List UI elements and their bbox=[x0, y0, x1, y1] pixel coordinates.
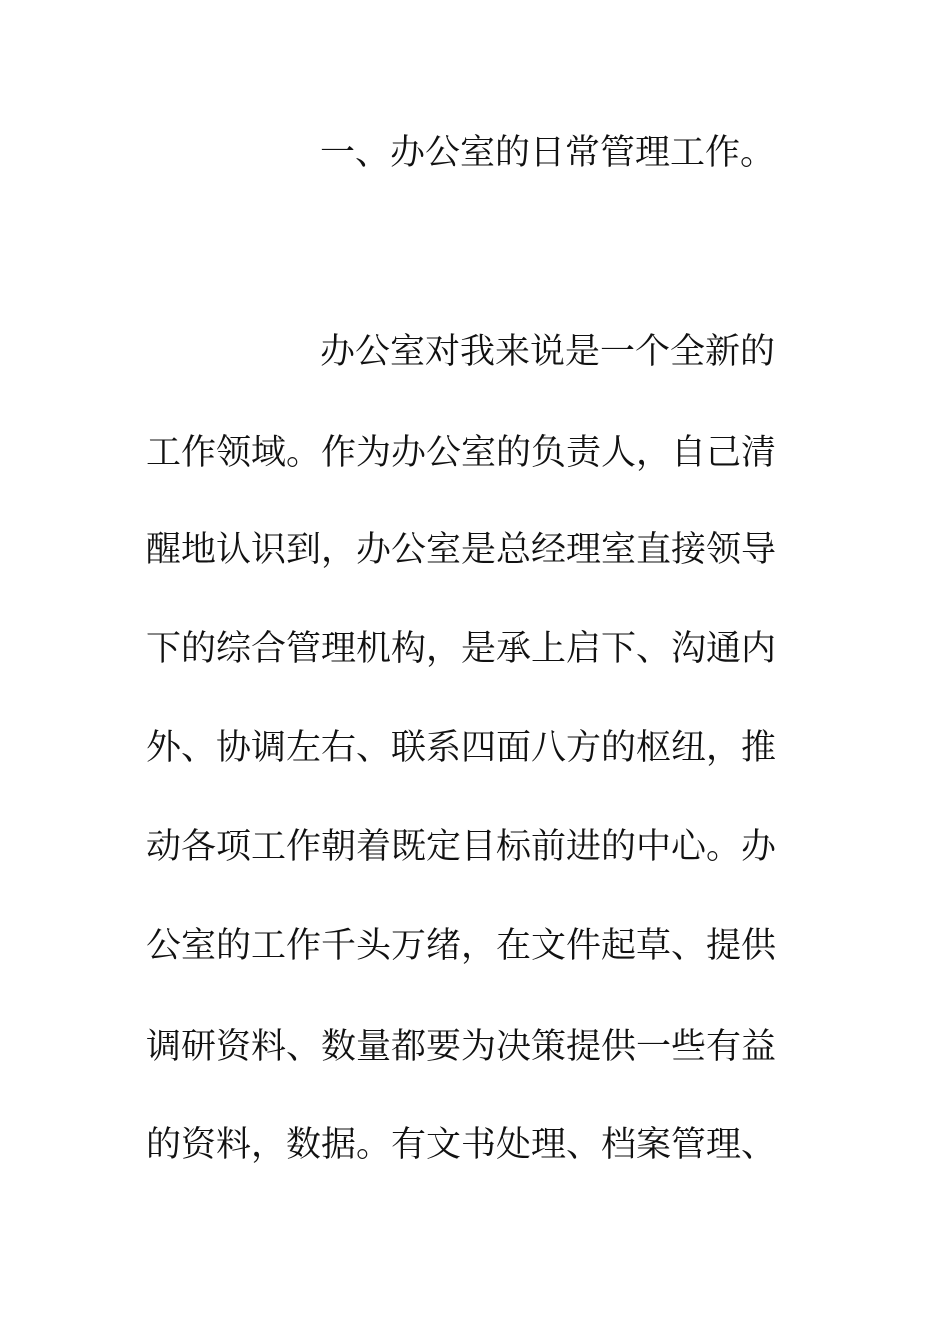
paragraph-line: 醒地认识到，办公室是总经理室直接领导 bbox=[146, 530, 777, 570]
paragraph-line: 公室的工作千头万绪，在文件起草、提供 bbox=[146, 926, 777, 966]
paragraph-line: 工作领域。作为办公室的负责人，自己清 bbox=[146, 433, 777, 473]
paragraph-line: 下的综合管理机构，是承上启下、沟通内 bbox=[146, 629, 777, 669]
paragraph-line: 调研资料、数量都要为决策提供一些有益 bbox=[146, 1027, 777, 1067]
paragraph-line: 的资料，数据。有文书处理、档案管理、 bbox=[146, 1125, 777, 1165]
paragraph-line: 外、协调左右、联系四面八方的枢纽，推 bbox=[146, 728, 777, 768]
paragraph-line: 办公室对我来说是一个全新的 bbox=[320, 332, 776, 372]
section-heading: 一、办公室的日常管理工作。 bbox=[320, 133, 776, 173]
paragraph-line: 动各项工作朝着既定目标前进的中心。办 bbox=[146, 827, 777, 867]
